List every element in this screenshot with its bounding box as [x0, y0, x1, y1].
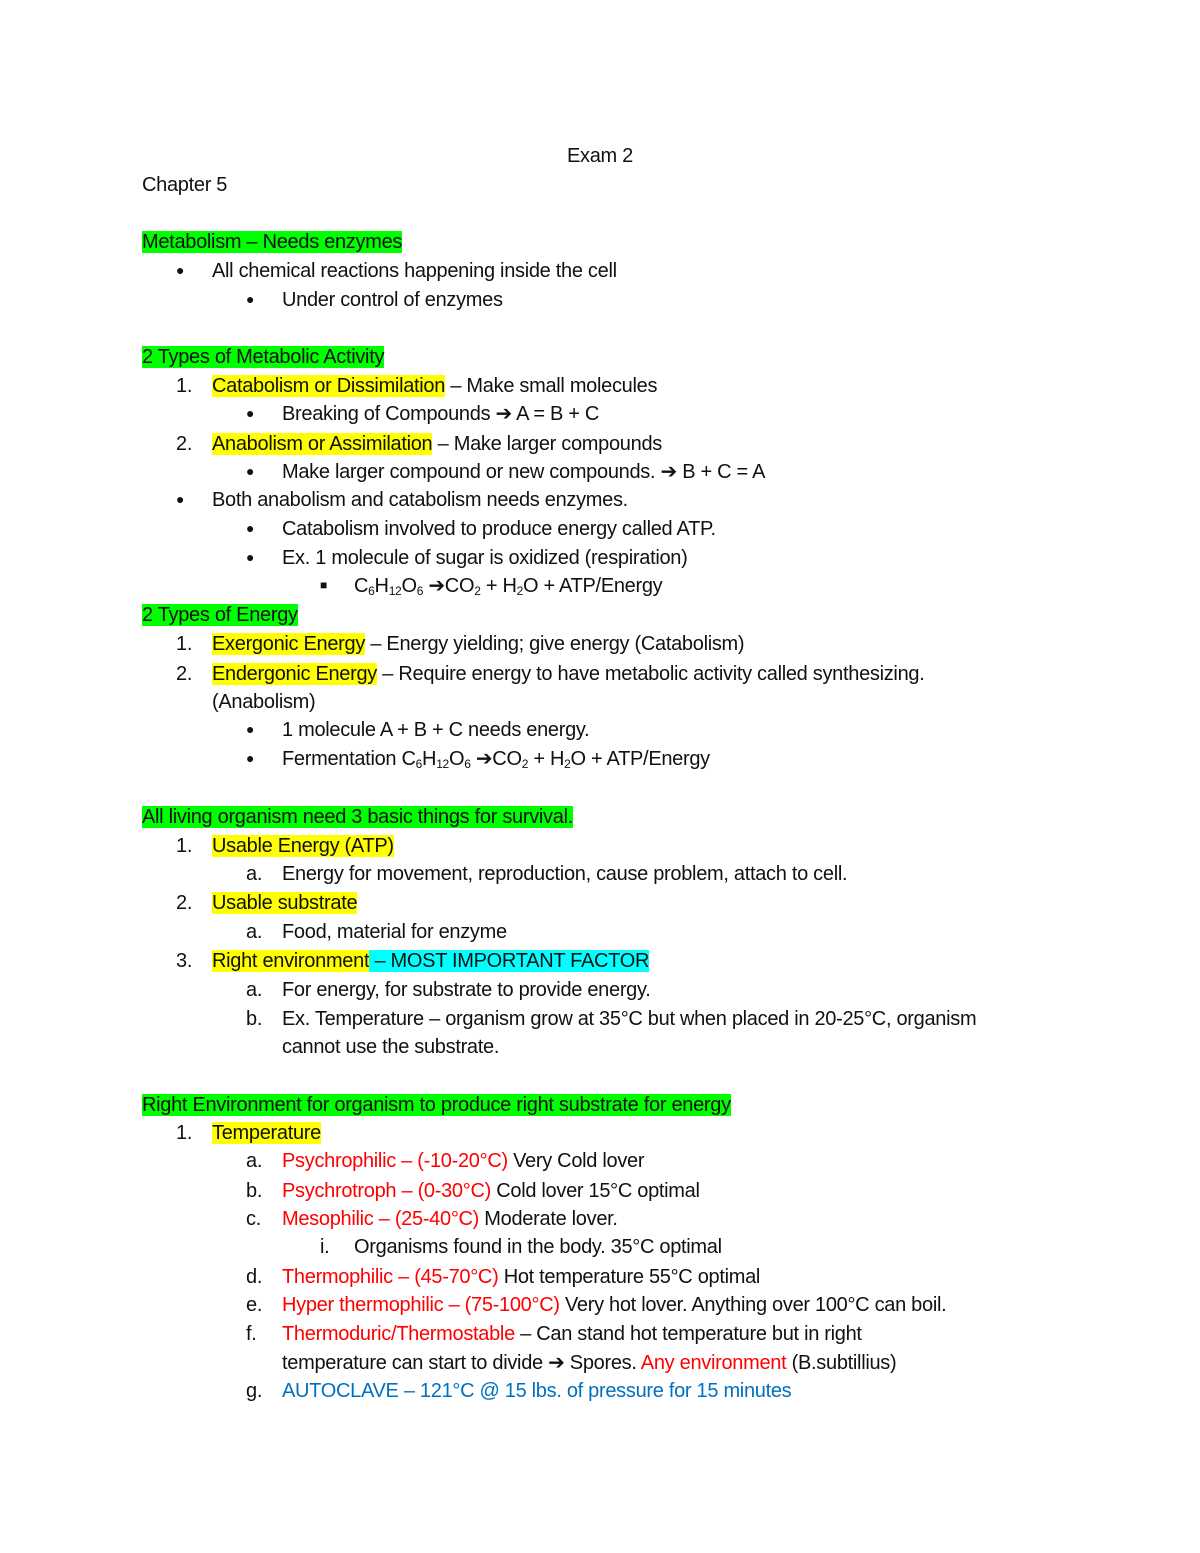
- thermoduric-continuation: temperature can start to divide ➔ Spores. Any environment (B.subtillius): [282, 1352, 897, 1374]
- catabolism-desc: – Make small molecules: [445, 375, 658, 397]
- psychrophilic-desc: Very Cold lover: [507, 1150, 645, 1172]
- list-text: Organisms found in the body. 35°C optimal: [354, 1236, 722, 1258]
- bullet-item: [246, 516, 254, 542]
- bullet-text: All chemical reactions happening inside the cell: [212, 260, 617, 282]
- list-number: 2.: [176, 663, 193, 685]
- bullet-icon: ●: [246, 520, 255, 536]
- bullet-item: [246, 746, 254, 772]
- list-text: Energy for movement, reproduction, cause problem, attach to cell.: [282, 863, 848, 885]
- mesophilic-desc: Moderate lover.: [479, 1208, 618, 1230]
- bullet-icon: ●: [176, 262, 185, 278]
- list-letter: b.: [246, 1008, 263, 1030]
- psychrotroph-term: Psychrotroph – (0-30°C): [282, 1180, 491, 1202]
- usable-substrate-term: Usable substrate: [212, 892, 358, 914]
- temperature-term: Temperature: [212, 1122, 321, 1144]
- list-letter: a.: [246, 863, 263, 885]
- list-number: 2.: [176, 892, 193, 914]
- bullet-icon: ●: [246, 549, 255, 565]
- fermentation-equation: Fermentation $C_6H_{12}O_6$ $➔CO_2 + H_2O$ + ATP/Energy: [282, 748, 710, 771]
- usable-energy-item: [212, 833, 394, 859]
- psychrotroph-desc: Cold lover 15°C optimal: [490, 1180, 700, 1202]
- thermophilic-term: Thermophilic – (45-70°C): [282, 1266, 499, 1288]
- hyperthermophilic-item: [282, 1292, 946, 1318]
- list-number: 1.: [176, 1122, 193, 1144]
- bullet-icon: ●: [176, 491, 185, 507]
- anabolism-term: Anabolism or Assimilation: [212, 433, 433, 455]
- bullet-icon: ●: [246, 721, 255, 737]
- section-heading-energy: [142, 602, 298, 628]
- list-letter: e.: [246, 1294, 263, 1316]
- bullet-text: Under control of enzymes: [282, 289, 503, 311]
- list-text: Food, material for enzyme: [282, 921, 507, 943]
- usable-substrate-item: [212, 890, 357, 916]
- list-letter: g.: [246, 1380, 263, 1402]
- list-letter: a.: [246, 979, 263, 1001]
- right-environment-term: Right environment: [212, 950, 370, 972]
- psychrophilic-item: [282, 1148, 644, 1174]
- bullet-item: [246, 545, 254, 571]
- autoclave-note: AUTOCLAVE – 121°C @ 15 lbs. of pressure for 15 minutes: [282, 1380, 792, 1402]
- bullet-item: [246, 459, 254, 485]
- thermophilic-item: [282, 1264, 760, 1290]
- exergonic-desc: – Energy yielding; give energy (Catabolism): [365, 633, 745, 655]
- thermoduric-desc: – Can stand hot temperature but in right: [514, 1323, 862, 1345]
- bullet-icon: ●: [246, 291, 255, 307]
- list-text: Ex. Temperature – organism grow at 35°C but when placed in 20-25°C, organism: [282, 1008, 977, 1030]
- exergonic-item: [212, 631, 744, 657]
- bullet-text: Make larger compound or new compounds. ➔ B + C = A: [282, 461, 766, 483]
- survival-highlight: All living organism need 3 basic things for survival.: [142, 806, 573, 828]
- list-number: 2.: [176, 433, 193, 455]
- section-heading-right-environment: [142, 1092, 731, 1118]
- document-title: Exam 2: [566, 145, 633, 167]
- bullet-icon: ●: [246, 750, 255, 766]
- bullet-item: [176, 258, 184, 284]
- list-number: 1.: [176, 633, 193, 655]
- metabolism-highlight: Metabolism – Needs enzymes: [142, 231, 403, 253]
- thermoduric-term: Thermoduric/Thermostable: [282, 1323, 515, 1345]
- anabolism-desc: – Make larger compounds: [432, 433, 662, 455]
- thermoduric-item: [282, 1321, 862, 1347]
- square-bullet-icon: ■: [320, 578, 327, 592]
- bullet-item: [246, 717, 254, 743]
- right-environment-item: [212, 948, 649, 974]
- list-number: 1.: [176, 835, 193, 857]
- hyperthermophilic-term: Hyper thermophilic – (75-100°C): [282, 1294, 560, 1316]
- list-letter: d.: [246, 1266, 263, 1288]
- bullet-text: Ex. 1 molecule of sugar is oxidized (respiration): [282, 547, 688, 569]
- right-environment-highlight: Right Environment for organism to produce right substrate for energy: [142, 1094, 731, 1116]
- list-letter: c.: [246, 1208, 261, 1230]
- bullet-item: [246, 287, 254, 313]
- temperature-item: [212, 1120, 321, 1146]
- list-letter: a.: [246, 921, 263, 943]
- hyperthermophilic-desc: Very hot lover. Anything over 100°C can boil.: [559, 1294, 947, 1316]
- energy-highlight: 2 Types of Energy: [142, 604, 298, 626]
- endergonic-term: Endergonic Energy: [212, 663, 378, 685]
- bullet-text: Both anabolism and catabolism needs enzymes.: [212, 489, 628, 511]
- bullet-item: [176, 487, 184, 513]
- list-roman: i.: [320, 1236, 330, 1258]
- bullet-item: [320, 573, 327, 599]
- catabolism-term: Catabolism or Dissimilation: [212, 375, 446, 397]
- bullet-icon: ●: [246, 405, 255, 421]
- list-letter: b.: [246, 1180, 263, 1202]
- respiration-equation: $C_6H_{12}O_6$ $➔CO_2 + H_2O$ + ATP/Energy: [354, 575, 663, 598]
- list-letter: a.: [246, 1150, 263, 1172]
- usable-energy-term: Usable Energy (ATP): [212, 835, 394, 857]
- psychrotroph-item: [282, 1178, 700, 1204]
- endergonic-item: [212, 661, 924, 687]
- most-important-factor-highlight: – MOST IMPORTANT FACTOR: [369, 950, 650, 972]
- anabolism-item: [212, 431, 662, 457]
- bullet-text: Breaking of Compounds ➔ A = B + C: [282, 403, 600, 425]
- list-text-continuation: cannot use the substrate.: [282, 1036, 500, 1058]
- endergonic-desc: – Require energy to have metabolic activity called synthesizing.: [377, 663, 925, 685]
- chapter-heading: Chapter 5: [142, 174, 228, 196]
- bullet-icon: ●: [246, 463, 255, 479]
- thermophilic-desc: Hot temperature 55°C optimal: [498, 1266, 761, 1288]
- metabolic-activity-highlight: 2 Types of Metabolic Activity: [142, 346, 385, 368]
- list-number: 3.: [176, 950, 193, 972]
- catabolism-item: [212, 373, 657, 399]
- bullet-item: [246, 401, 254, 427]
- bullet-text: 1 molecule A + B + C needs energy.: [282, 719, 590, 741]
- endergonic-continuation: (Anabolism): [212, 691, 316, 713]
- section-heading-survival: [142, 804, 573, 830]
- list-number: 1.: [176, 375, 193, 397]
- section-heading-metabolic-activity: [142, 344, 384, 370]
- psychrophilic-term: Psychrophilic – (-10-20°C): [282, 1150, 508, 1172]
- list-text: For energy, for substrate to provide energy.: [282, 979, 651, 1001]
- mesophilic-item: [282, 1206, 618, 1232]
- exergonic-term: Exergonic Energy: [212, 633, 366, 655]
- section-heading-metabolism: [142, 229, 402, 255]
- bullet-text: Catabolism involved to produce energy called ATP.: [282, 518, 716, 540]
- any-environment-text: Any environment: [640, 1352, 787, 1374]
- list-letter: f.: [246, 1323, 257, 1345]
- mesophilic-term: Mesophilic – (25-40°C): [282, 1208, 480, 1230]
